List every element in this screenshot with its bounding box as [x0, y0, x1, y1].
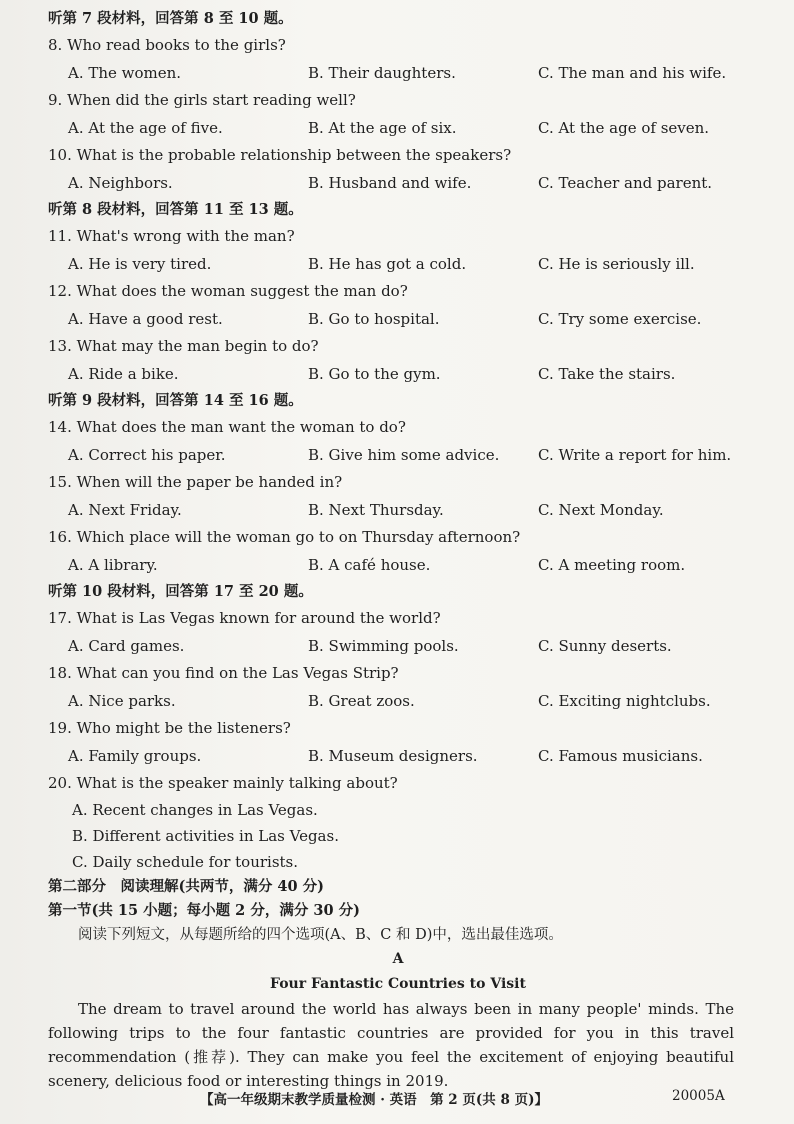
question-16 — [48, 524, 748, 579]
section-heading-7: 听第 7 段材料，回答第 8 至 10 题。 — [48, 10, 293, 27]
question-options — [48, 250, 748, 278]
option-c: C. Next Monday. — [538, 501, 664, 519]
question-14 — [48, 414, 748, 469]
question-stem: 9. When did the girls start reading well? — [48, 91, 356, 109]
option-a: A. Family groups. — [68, 747, 202, 765]
option-a: A. He is very tired. — [68, 255, 212, 273]
question-15 — [48, 469, 748, 524]
section-heading-8: 听第 8 段材料，回答第 11 至 13 题。 — [48, 201, 303, 218]
question-17 — [48, 605, 748, 660]
question-options — [48, 632, 748, 660]
option-c: C. He is seriously ill. — [538, 255, 695, 273]
option-c: C. Sunny deserts. — [538, 637, 672, 655]
option-b: B. Different activities in Las Vegas. — [72, 827, 339, 845]
option-a: A. Card games. — [68, 637, 185, 655]
question-options — [48, 496, 748, 524]
option-c: C. Famous musicians. — [538, 747, 703, 765]
option-c: C. A meeting room. — [538, 556, 686, 574]
option-c: C. The man and his wife. — [538, 64, 727, 82]
question-13 — [48, 333, 748, 388]
question-options — [48, 114, 748, 142]
option-a: A. A library. — [68, 556, 158, 574]
question-stem: 13. What may the man begin to do? — [48, 337, 319, 355]
question-options — [48, 742, 748, 770]
question-stem: 17. What is Las Vegas known for around the world? — [48, 609, 441, 627]
option-c: C. Take the stairs. — [538, 365, 676, 383]
question-stem: 15. When will the paper be handed in? — [48, 473, 343, 491]
option-b: B. Go to hospital. — [308, 310, 440, 328]
question-options — [48, 551, 748, 579]
option-b: B. He has got a cold. — [308, 255, 467, 273]
question-stem: 14. What does the man want the woman to do? — [48, 418, 406, 436]
question-stem: 18. What can you find on the Las Vegas Strip? — [48, 664, 399, 682]
question-20 — [48, 770, 748, 875]
question-10 — [48, 142, 748, 197]
question-18 — [48, 660, 748, 715]
question-options — [48, 169, 748, 197]
section-heading-9: 听第 9 段材料，回答第 14 至 16 题。 — [48, 392, 303, 409]
section-heading-10: 听第 10 段材料，回答第 17 至 20 题。 — [48, 583, 313, 600]
option-b: B. Next Thursday. — [308, 501, 444, 519]
question-9 — [48, 87, 748, 142]
option-c: C. Try some exercise. — [538, 310, 702, 328]
question-options — [48, 441, 748, 469]
passage-letter: A — [392, 951, 404, 967]
option-a: A. Have a good rest. — [68, 310, 223, 328]
option-c: C. Daily schedule for tourists. — [72, 853, 299, 871]
question-12 — [48, 278, 748, 333]
exam-code: 20005A — [672, 1088, 725, 1104]
option-b: B. Museum designers. — [308, 747, 478, 765]
option-b: B. At the age of six. — [308, 119, 457, 137]
question-options — [48, 305, 748, 333]
passage-text: The dream to travel around the world has always been in many people' minds. The following trips to the four fantastic countries are provided for you in this travel recommendation (推荐). They can make you feel the excitement of enjoying beautiful scenery, delicious food or interesting things in 2019. — [48, 1000, 734, 1090]
question-options — [48, 59, 748, 87]
option-c: C. Teacher and parent. — [538, 174, 713, 192]
question-stem: 19. Who might be the listeners? — [48, 719, 291, 737]
option-b: B. Swimming pools. — [308, 637, 459, 655]
option-c: C. Exciting nightclubs. — [538, 692, 711, 710]
question-11 — [48, 223, 748, 278]
question-stem: 16. Which place will the woman go to on Thursday afternoon? — [48, 528, 521, 546]
question-options — [48, 687, 748, 715]
option-a: A. Ride a bike. — [68, 365, 179, 383]
question-8 — [48, 32, 748, 87]
part2-section1-heading: 第一节(共 15 小题；每小题 2 分，满分 30 分) — [48, 902, 360, 919]
question-options — [48, 360, 748, 388]
passage-title: Four Fantastic Countries to Visit — [270, 976, 526, 992]
option-c: C. Write a report for him. — [538, 446, 732, 464]
option-a: A. Next Friday. — [68, 501, 182, 519]
option-b: B. Their daughters. — [308, 64, 456, 82]
question-stem: 10. What is the probable relationship between the speakers? — [48, 146, 512, 164]
question-stem: 11. What's wrong with the man? — [48, 227, 295, 245]
question-stem: 8. Who read books to the girls? — [48, 36, 286, 54]
page-footer: 【高一年级期末教学质量检测 · 英语 第 2 页(共 8 页)】 — [200, 1092, 548, 1108]
option-b: B. Go to the gym. — [308, 365, 441, 383]
option-c: C. At the age of seven. — [538, 119, 710, 137]
part2-heading: 第二部分 阅读理解(共两节，满分 40 分) — [48, 878, 324, 895]
page-content — [48, 6, 748, 1093]
part2-instruction: 阅读下列短文，从每题所给的四个选项(A、B、C 和 D)中，选出最佳选项。 — [78, 927, 563, 943]
option-a: A. Recent changes in Las Vegas. — [72, 801, 318, 819]
option-b: B. Husband and wife. — [308, 174, 472, 192]
option-a: A. Correct his paper. — [68, 446, 226, 464]
question-stem: 12. What does the woman suggest the man do? — [48, 282, 408, 300]
option-b: B. Give him some advice. — [308, 446, 500, 464]
option-b: B. A café house. — [308, 556, 431, 574]
option-a: A. Nice parks. — [68, 692, 176, 710]
option-a: A. The women. — [68, 64, 182, 82]
option-a: A. At the age of five. — [68, 119, 223, 137]
option-b: B. Great zoos. — [308, 692, 415, 710]
question-stem: 20. What is the speaker mainly talking about? — [48, 774, 398, 792]
question-19 — [48, 715, 748, 770]
option-a: A. Neighbors. — [68, 174, 173, 192]
